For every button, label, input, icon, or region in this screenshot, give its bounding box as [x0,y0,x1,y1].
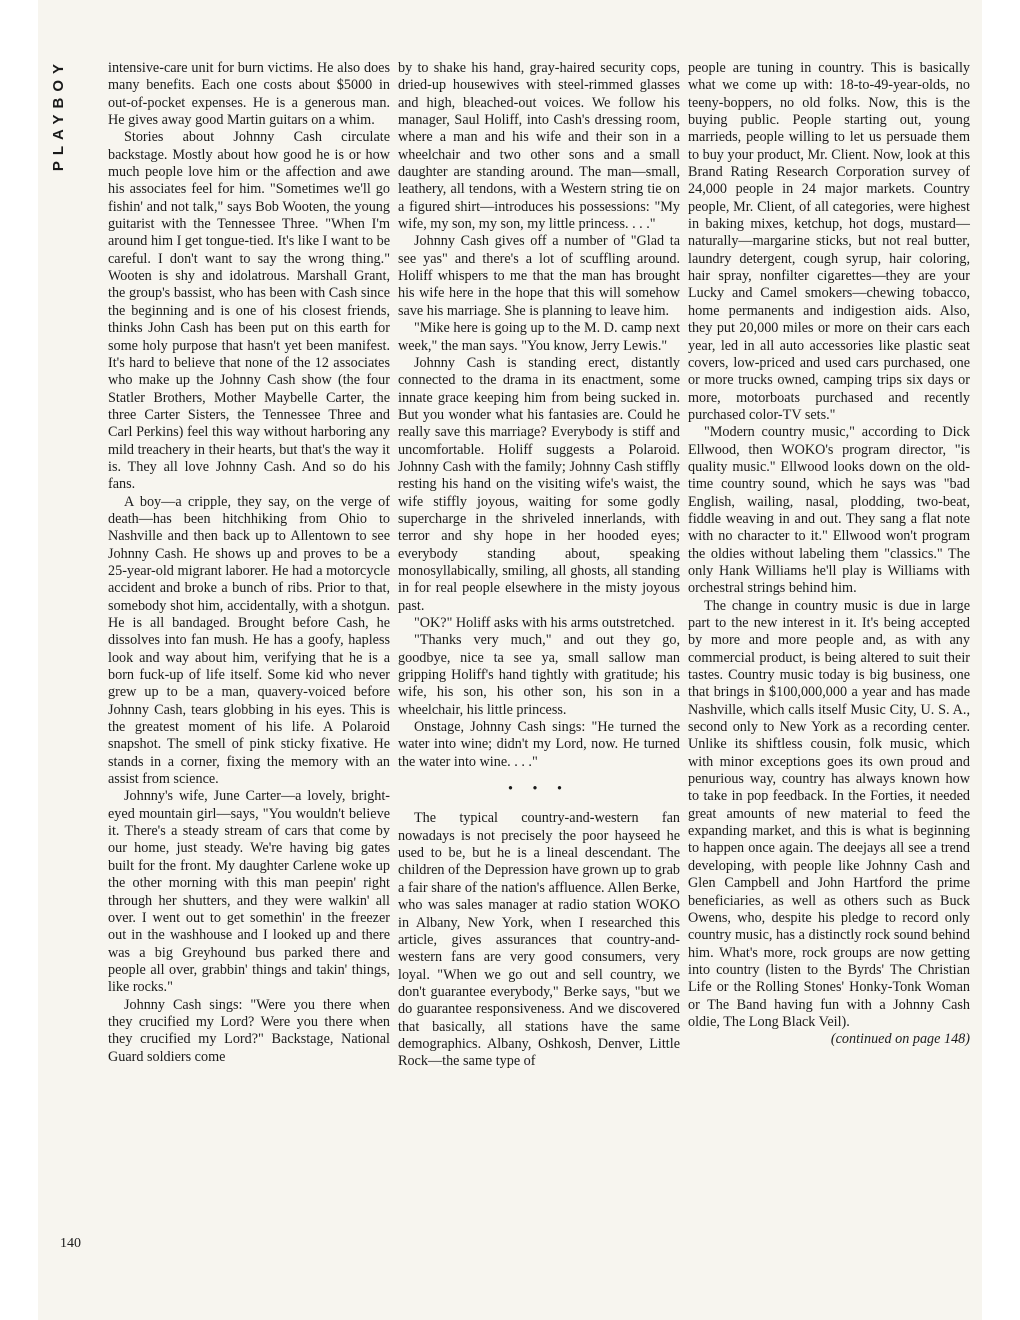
paragraph: A boy—a cripple, they say, on the verge of death—has been hitchhiking from Ohio to Nashville and then back up to Allentown to see Johnny Cash. He shows up and proves to be a 25-year-old migrant laborer. He had a motorcycle accident and broke a bunch of ribs. Prior to that, somebody shot him, accidentally, with a shotgun. He is all bandaged. Brought before Cash, he dissolves into fan mush. He has a goofy, hapless look and way about him, verifying that he is a born fuck-up of life itself. Some kid who never grew up to be a man, quavery-voiced before Johnny Cash, tears globbing in his eyes. This is the greatest moment of his life. A Polaroid snapshot. The smell of pink sticky fixative. He stands in a corner, fixing the memory with an assist from science. [108,493,390,788]
paragraph: The change in country music is due in large part to the new interest in it. It's being accepted by more and more people and, as with any commercial product, is being altered to suit their tastes. Country music today is big business, one that brings in $100,000,000 a year and has made Nashville, which calls itself Music City, U. S. A., second only to New York as a recording center. Unlike its shiftless cousin, folk music, which with minor exceptions goes its own proud and penurious way, country has always known how to take in pop feedback. In the Forties, it needed great amounts of new material to feed the expanding market, and this is what is beginning to happen once again. The deejays all see a trend developing, with people like Johnny Cash and Glen Campbell and John Hartford the prime beneficiaries, as well as others such as Buck Owens, who, despite his pledge to record only country music, has a distinctly rock sound behind him. What's more, rock groups are now getting into country (listen to the Byrds' The Christian Life or the Rolling Stones' Honky-Tonk Woman or The Band having fun with a Johnny Cash oldie, The Long Black Veil). [688,597,970,1030]
paragraph: Johnny's wife, June Carter—a lovely, bright-eyed mountain girl—says, "You wouldn't believe it. There's a steady stream of cars that come by our home, just steady. We're having big gates built for the front. My daughter Carlene woke up the other morning with this man peepin' right through her shutters, and they were walkin' all over. I went out to get somethin' in the freezer out in the washhouse and I looked up and there was a big Greyhound bus parked there and people all over, grabbin' things and takin' things, like rocks." [108,788,390,996]
paragraph: "Modern country music," according to Dick Ellwood, then WOKO's program director, "is quality music." Ellwood looks down on the old-time country sound, which he says was "bad English, wailing, nasal, plodding, two-beat, fiddle weaving in and out. They sang a flat note with no character to it." Ellwood won't program the oldies without labeling them "classics." The only Hank Williams he'll play is Williams with orchestral strings behind him. [688,424,970,597]
magazine-page [38,0,982,1320]
paragraph: "Mike here is going up to the M. D. camp next week," the man says. "You know, Jerry Lewis." [398,320,680,354]
column-2 [398,60,680,1071]
paragraph: Johnny Cash gives off a number of "Glad ta see yas" and there's a lot of scuffling around. Holiff whispers to me that the man has brought his wife here in the hope that this will somehow save his marriage. She is planning to leave him. [398,233,680,319]
paragraph: Onstage, Johnny Cash sings: "He turned the water into wine; didn't my Lord, now. He turned the water into wine. . . ." [398,719,680,770]
continued-note: (continued on page 148) [830,1031,970,1048]
paragraph: "Thanks very much," and out they go, goodbye, nice ta see ya, small sallow man gripping Holiff's hand tightly with gratitude; his wife, his son, his other son, his son in a wheelchair, his little princess. [398,632,680,718]
paragraph: "OK?" Holiff asks with his arms outstretched. [414,615,675,631]
paragraph: people are tuning in country. This is basically what we come up with: 18-to-49-year-olds, no teeny-boppers, no old folks. Now, this is the buying public. People starting out, young marrieds, people willing to let us persuade them to buy your product, Mr. Client. Now, look at this Brand Rating Research Corporation survey of 24,000 people in 24 major markets. Country people, Mr. Client, of all categories, were highest in baking mixes, ketchup, hot dogs, mustard—naturally—margarine sticks, but not real butter, laundry detergent, cough syrup, hair coloring, hair spray, nonfilter cigarettes—they are your Lucky and Camel smokers—chewing tobacco, home permanents and indigestion aids. Also, they put 20,000 miles or more on their cars each year, led in all auto accessories like plastic seat covers, low-priced and used cars purchased, one or more trucks owned, camping trips six days or more, motorboats purchased and recently purchased color-TV sets." [688,60,970,423]
paragraph: Johnny Cash sings: "Were you there when they crucified my Lord? Were you there when they crucified my Lord?" Backstage, National Guard soldiers come [108,996,390,1065]
paragraph: intensive-care unit for burn victims. He also does many benefits. Each one costs about $5000 in out-of-pocket expenses. He is a generous man. He gives away good Martin guitars on a whim. [108,60,390,129]
paragraph: Stories about Johnny Cash circulate backstage. Mostly about how good he is or how much people love him or the affection and awe his associates feel for him. "Sometimes we'll go fishin' and not talk," says Bob Wooten, the young guitarist with the Tennessee Three. "When I'm around him I get tongue-tied. It's like I want to be careful. I don't want to say the wrong thing." Wooten is shy and idolatrous. Marshall Grant, the group's bassist, who has been with Cash since the beginning and is one of his closest friends, thinks John Cash has been put on this earth for some holy purpose that hasn't yet been manifest. It's hard to believe that none of the 12 associates who make up the Johnny Cash show (the four Statler Brothers, Mother Maybelle Carter, the three Carter Sisters, the Tennessee Three and Carl Perkins) feel this way without harboring any mild treachery in their hearts, but that's the way it is. They all love Johnny Cash. And so do his fans. [108,129,390,493]
paragraph: The typical country-and-western fan nowadays is not precisely the poor hayseed he used to be, but he is a lineal descendant. The children of the Depression have grown up to grab a fair share of the nation's affluence. Allen Berke, who was sales manager at radio station WOKO in Albany, New York, when I researched this article, gives assurances that country-and-western fans are very good consumers, very loyal. "When we go out and sell country, we don't guarantee everybody," Berke says, "but we do guarantee responsiveness. And we discovered that basically, all stations have the same demographics. Albany, Oshkosh, Denver, Little Rock—the same type of [398,810,680,1070]
paragraph: by to shake his hand, gray-haired security cops, dried-up housewives with steel-rimmed glasses and high, bleached-out voices. We follow his manager, Saul Holiff, into Cash's dressing room, where a man and his wife and their son in a wheelchair and two other sons and a small daughter are standing around. The man—small, leathery, all tendons, with a Western string tie on a figured shirt—introduces his possessions: "My wife, my son, my son, my little princess. . . ." [398,60,680,233]
section-separator: • • • [508,781,570,798]
page-number: 140 [60,1236,81,1251]
column-1 [108,60,390,1066]
masthead-playboy: PLAYBOY [50,58,67,172]
paragraph: Johnny Cash is standing erect, distantly connected to the drama in its enactment, some innate grace keeping him from being sucked in. But you wonder what his fantasies are. Could he really save this marriage? Everybody is stiff and uncomfortable. Holiff suggests a Polaroid. Johnny Cash with the family; Johnny Cash stiffly resting his hand on the visiting wife's waist, the wife stiffly joyous, waiting for some godly supercharge in the shriveled innerlands, with terror and shy hope in her hooded eyes; everybody standing about, speaking monosyllabically, smiling, all ghosts, all standing in for real people elsewhere in the misty joyous past. [398,354,680,614]
column-3 [688,60,970,1049]
